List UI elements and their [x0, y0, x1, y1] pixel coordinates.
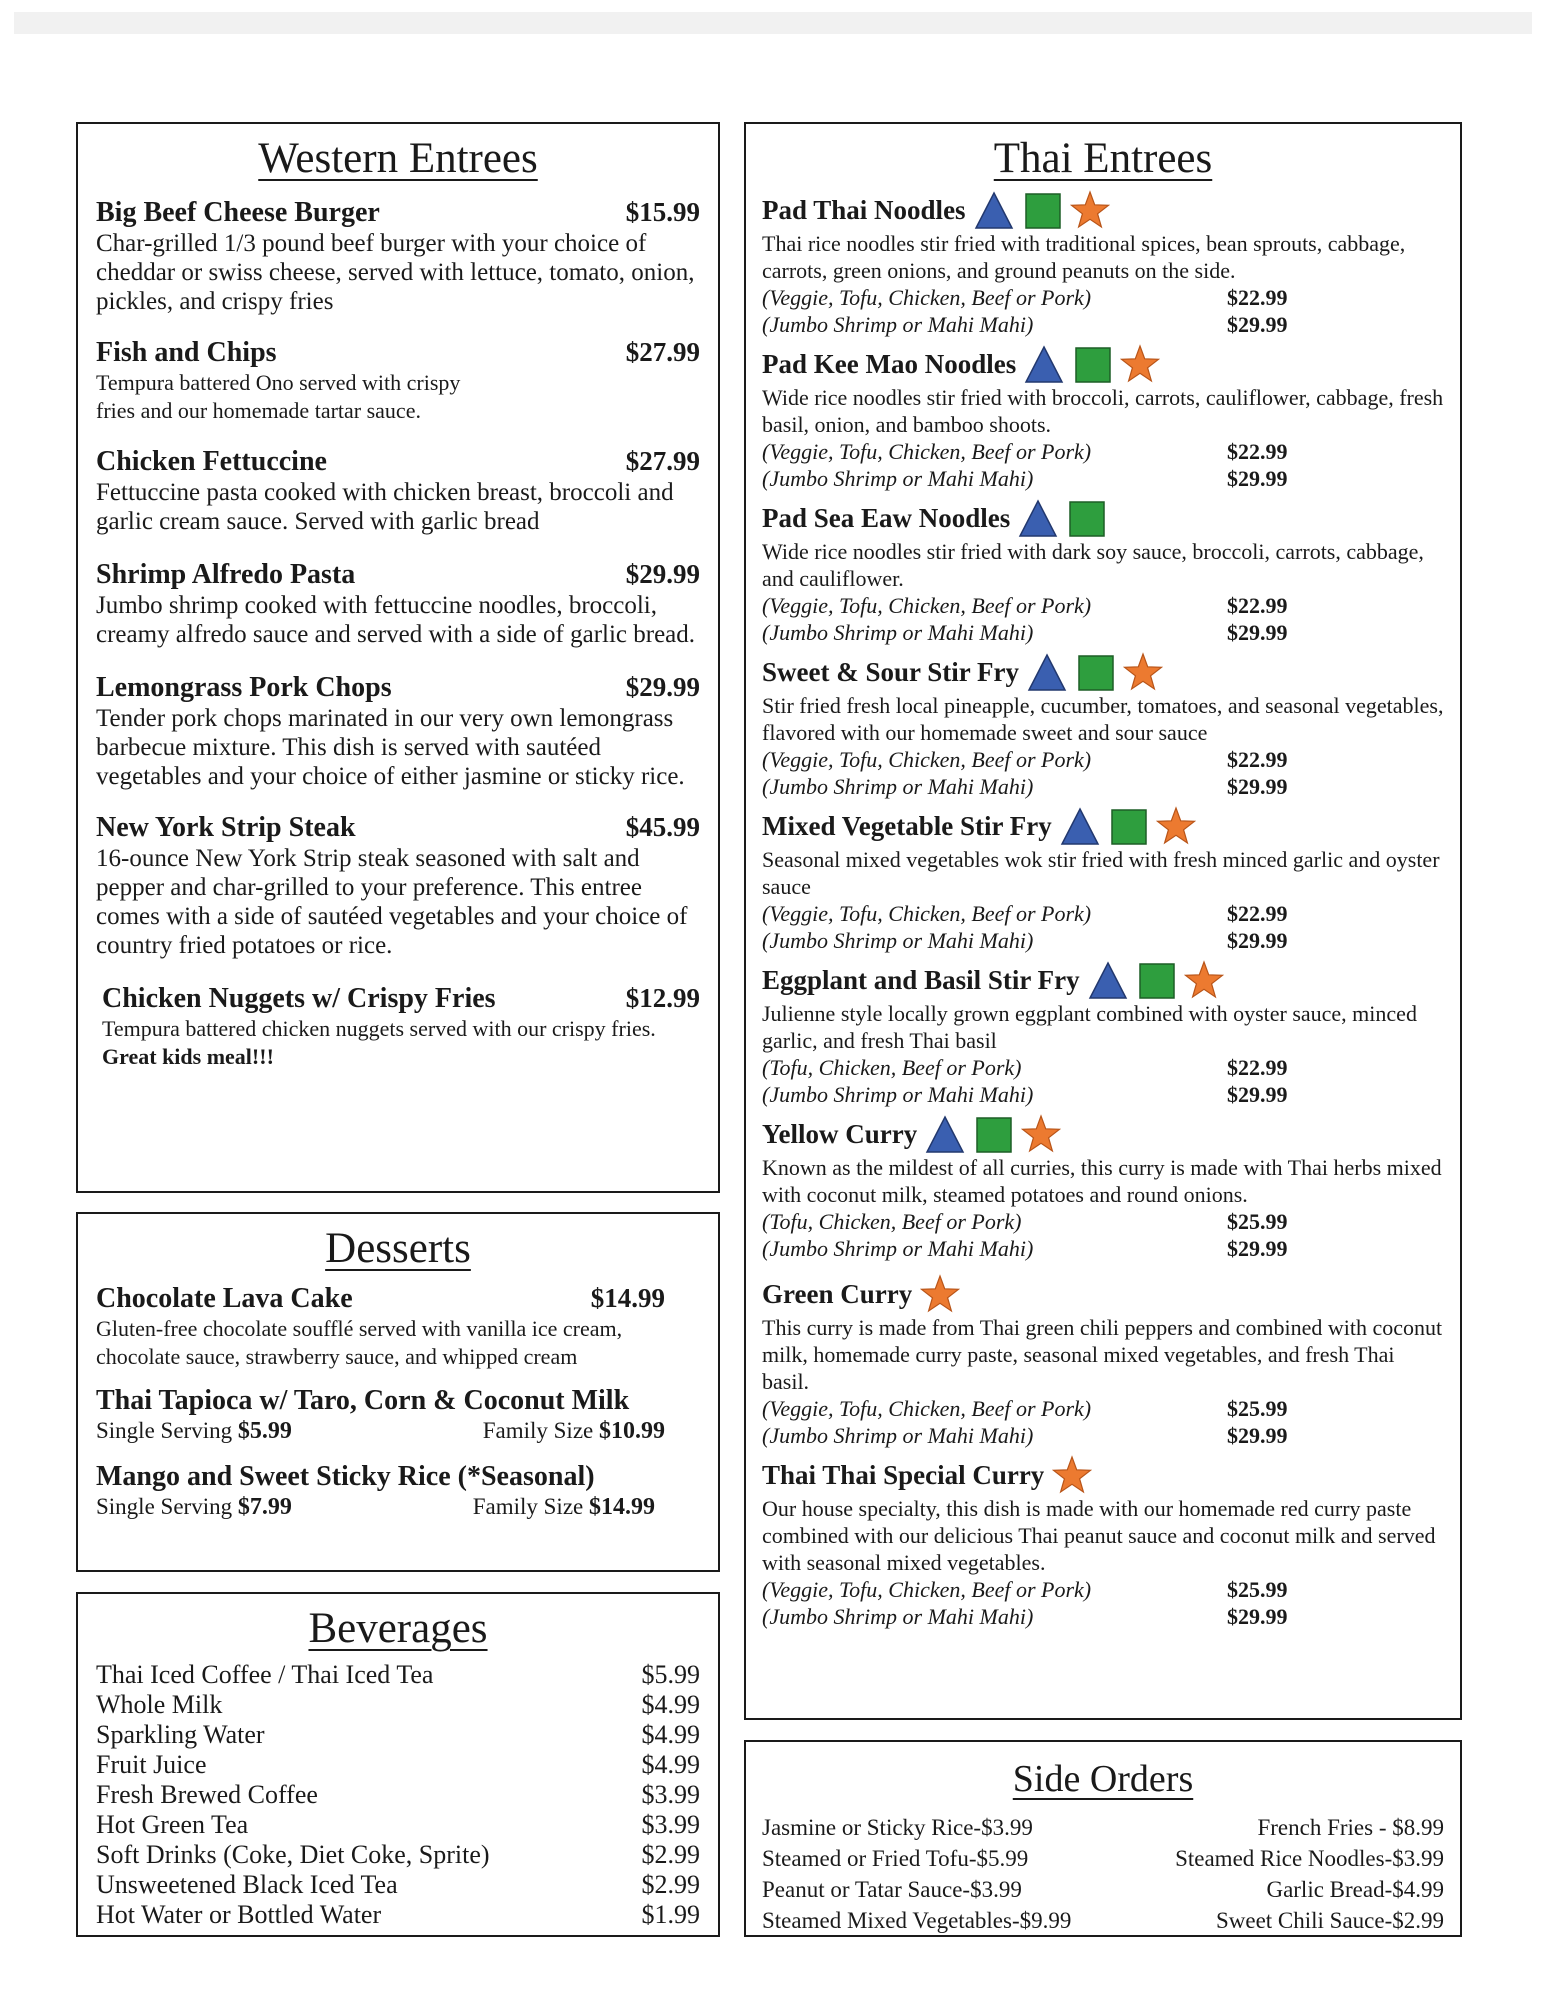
family-price: $10.99 — [599, 1418, 665, 1444]
price-option-row — [762, 465, 1444, 492]
menu-item — [96, 982, 700, 1071]
side-orders-list — [762, 1812, 1444, 1936]
triangle-icon — [1088, 960, 1128, 1000]
item-price: $27.99 — [625, 446, 700, 476]
item-price: $12.99 — [625, 983, 700, 1013]
price-option-price: $29.99 — [1227, 1082, 1288, 1107]
price-option-row — [762, 1208, 1444, 1235]
beverage-name: Thai Iced Coffee / Thai Iced Tea — [96, 1660, 434, 1689]
side-item-right: French Fries - $8.99 — [1257, 1815, 1444, 1840]
menu-item — [96, 445, 700, 536]
desserts-box — [76, 1212, 720, 1572]
dietary-icons — [1027, 652, 1163, 692]
side-item-right: Garlic Bread-$4.99 — [1266, 1877, 1444, 1902]
price-option-label: (Veggie, Tofu, Chicken, Beef or Pork) — [762, 1396, 1092, 1421]
item-desc: 16-ounce New York Strip steak seasoned with salt and pepper and char-grilled to your preference. This entree comes with a side of sautéed vegetables and your choice of country fried potatoes or rice. — [96, 845, 688, 959]
triangle-icon — [974, 190, 1014, 230]
side-orders-box — [744, 1740, 1462, 1937]
star-icon — [1123, 652, 1163, 692]
single-price: $7.99 — [237, 1494, 292, 1520]
single-price: $5.99 — [237, 1418, 292, 1444]
item-name: Thai Tapioca w/ Taro, Corn & Coconut Milk — [96, 1385, 630, 1416]
price-option-row — [762, 1054, 1444, 1081]
item-name: Chicken Nuggets w/ Crispy Fries — [102, 983, 496, 1014]
price-option-row — [762, 1235, 1444, 1262]
thai-entree-name: Thai Thai Special Curry — [762, 1460, 1045, 1490]
thai-entree — [762, 960, 1444, 1108]
item-name: Fish and Chips — [96, 337, 277, 368]
side-row — [762, 1843, 1444, 1874]
price-option-row — [762, 773, 1444, 800]
item-name: Shrimp Alfredo Pasta — [96, 559, 356, 590]
thai-entree-desc: Thai rice noodles stir fried with traditional spices, bean sprouts, cabbage, carrots, green onions, and ground peanuts on the side. — [762, 231, 1406, 283]
price-option-row — [762, 619, 1444, 646]
beverage-name: Hot Green Tea — [96, 1810, 249, 1839]
item-desc: Jumbo shrimp cooked with fettuccine noodles, broccoli, creamy alfredo sauce and served with a side of garlic bread. — [96, 592, 696, 648]
beverage-row — [96, 1900, 700, 1930]
beverage-price: $4.99 — [641, 1750, 700, 1779]
item-name: New York Strip Steak — [96, 812, 356, 843]
price-option-price: $25.99 — [1227, 1209, 1288, 1234]
price-option-price: $22.99 — [1227, 1055, 1288, 1080]
price-option-row — [762, 1395, 1444, 1422]
price-option-label: (Veggie, Tofu, Chicken, Beef or Pork) — [762, 285, 1092, 310]
item-name: Lemongrass Pork Chops — [96, 672, 392, 703]
price-option-price: $29.99 — [1227, 774, 1288, 799]
single-label: Single Serving — [96, 1494, 233, 1519]
item-name: Big Beef Cheese Burger — [96, 197, 380, 228]
price-option-price: $29.99 — [1227, 928, 1288, 953]
thai-entree — [762, 1274, 1444, 1449]
price-option-price: $29.99 — [1227, 620, 1288, 645]
square-icon — [1136, 960, 1176, 1000]
family-price: $14.99 — [589, 1494, 655, 1520]
thai-entree-heading — [762, 498, 1444, 538]
single-label: Single Serving — [96, 1418, 233, 1443]
beverage-row — [96, 1780, 700, 1810]
price-option-price: $25.99 — [1227, 1577, 1288, 1602]
side-row — [762, 1874, 1444, 1905]
thai-entree-desc: Seasonal mixed vegetables wok stir fried with fresh minced garlic and oyster sauce — [762, 847, 1440, 899]
thai-entree — [762, 1455, 1444, 1630]
beverage-row — [96, 1660, 700, 1690]
triangle-icon — [1060, 806, 1100, 846]
side-item-right: Steamed Rice Noodles-$3.99 — [1175, 1846, 1444, 1871]
price-option-row — [762, 1576, 1444, 1603]
thai-entree-desc: Julienne style locally grown eggplant combined with oyster sauce, minced garlic, and fresh Thai basil — [762, 1001, 1417, 1053]
price-option-row — [762, 438, 1444, 465]
dietary-icons — [974, 190, 1110, 230]
thai-entree-heading — [762, 1274, 1444, 1314]
square-icon — [1022, 190, 1062, 230]
price-option-label: (Jumbo Shrimp or Mahi Mahi) — [762, 620, 1034, 645]
side-item-left: Steamed or Fried Tofu-$5.99 — [762, 1846, 1029, 1871]
triangle-icon — [925, 1114, 965, 1154]
side-item-left: Steamed Mixed Vegetables-$9.99 — [762, 1908, 1072, 1933]
thai-entree-name: Mixed Vegetable Stir Fry — [762, 811, 1052, 841]
price-option-row — [762, 311, 1444, 338]
beverage-name: Sparkling Water — [96, 1720, 265, 1749]
price-option-price: $22.99 — [1227, 439, 1288, 464]
beverage-list — [96, 1660, 700, 1930]
price-option-label: (Jumbo Shrimp or Mahi Mahi) — [762, 928, 1034, 953]
beverage-price: $2.99 — [641, 1870, 700, 1899]
scan-shadow — [14, 12, 1532, 34]
item-name: Chocolate Lava Cake — [96, 1283, 353, 1314]
price-option-price: $29.99 — [1227, 1423, 1288, 1448]
item-price: $15.99 — [625, 197, 700, 227]
item-price: $27.99 — [625, 337, 700, 367]
side-item-left: Jasmine or Sticky Rice-$3.99 — [762, 1815, 1033, 1840]
kids-meal-highlight: Great kids meal!!! — [102, 1044, 274, 1069]
price-option-row — [762, 284, 1444, 311]
thai-entree-heading — [762, 960, 1444, 1000]
item-desc: Tender pork chops marinated in our very own lemongrass barbecue mixture. This dish is served with sautéed vegetables and your choice of either jasmine or sticky rice. — [96, 705, 685, 790]
beverage-name: Whole Milk — [96, 1690, 223, 1719]
price-option-label: (Veggie, Tofu, Chicken, Beef or Pork) — [762, 747, 1092, 772]
dietary-icons — [920, 1274, 960, 1314]
side-orders-title: Side Orders — [1012, 1758, 1194, 1800]
price-option-row — [762, 900, 1444, 927]
family-size — [483, 1417, 665, 1445]
price-option-row — [762, 1603, 1444, 1630]
dietary-icons — [1024, 344, 1160, 384]
thai-entree-heading — [762, 190, 1444, 230]
item-price: $29.99 — [625, 559, 700, 589]
thai-entree-desc: Wide rice noodles stir fried with broccoli, carrots, cauliflower, cabbage, fresh basil, onion, and bamboo shoots. — [762, 385, 1444, 437]
side-item-right: Sweet Chili Sauce-$2.99 — [1215, 1908, 1444, 1933]
family-size — [473, 1493, 655, 1521]
price-option-price: $29.99 — [1227, 466, 1288, 491]
price-option-label: (Veggie, Tofu, Chicken, Beef or Pork) — [762, 439, 1092, 464]
beverage-price: $1.99 — [641, 1900, 700, 1929]
family-label: Family Size — [482, 1418, 594, 1443]
thai-entree-desc: Wide rice noodles stir fried with dark soy sauce, broccoli, carrots, cabbage, and cauliflower. — [762, 539, 1424, 591]
price-option-row — [762, 1081, 1444, 1108]
menu-item — [96, 1385, 700, 1445]
item-desc: Char-grilled 1/3 pound beef burger with your choice of cheddar or swiss cheese, served with lettuce, tomato, onion, pickles, and crispy fries — [96, 230, 695, 315]
price-option-label: (Jumbo Shrimp or Mahi Mahi) — [762, 774, 1034, 799]
price-option-price: $29.99 — [1227, 312, 1288, 337]
thai-entree-heading — [762, 652, 1444, 692]
square-icon — [1066, 498, 1106, 538]
single-serving — [96, 1417, 292, 1445]
thai-entree-heading — [762, 1455, 1444, 1495]
star-icon — [1052, 1455, 1092, 1495]
beverage-row — [96, 1750, 700, 1780]
beverage-price: $3.99 — [641, 1810, 700, 1839]
star-icon — [920, 1274, 960, 1314]
beverage-row — [96, 1810, 700, 1840]
beverage-price: $2.99 — [641, 1840, 700, 1869]
beverage-name: Hot Water or Bottled Water — [96, 1900, 382, 1929]
beverage-name: Unsweetened Black Iced Tea — [96, 1870, 398, 1899]
item-desc: Fettuccine pasta cooked with chicken breast, broccoli and garlic cream sauce. Served with garlic bread — [96, 479, 674, 535]
star-icon — [1021, 1114, 1061, 1154]
beverage-price: $5.99 — [641, 1660, 700, 1689]
price-option-label: (Jumbo Shrimp or Mahi Mahi) — [762, 1423, 1034, 1448]
thai-entree-name: Pad Kee Mao Noodles — [762, 349, 1017, 379]
beverage-price: $4.99 — [641, 1690, 700, 1719]
price-option-label: (Tofu, Chicken, Beef or Pork) — [762, 1055, 1022, 1080]
item-price: $29.99 — [625, 672, 700, 702]
thai-entree — [762, 344, 1444, 492]
price-option-label: (Veggie, Tofu, Chicken, Beef or Pork) — [762, 901, 1092, 926]
menu-item — [96, 336, 700, 425]
price-option-row — [762, 927, 1444, 954]
menu-item — [96, 811, 700, 960]
single-serving — [96, 1493, 292, 1521]
item-name: Mango and Sweet Sticky Rice (*Seasonal) — [96, 1461, 595, 1492]
price-option-label: (Tofu, Chicken, Beef or Pork) — [762, 1209, 1022, 1234]
thai-entree-name: Yellow Curry — [762, 1119, 918, 1149]
star-icon — [1070, 190, 1110, 230]
dietary-icons — [1052, 1455, 1092, 1495]
price-option-label: (Jumbo Shrimp or Mahi Mahi) — [762, 466, 1034, 491]
thai-entree-list — [762, 190, 1444, 1630]
dietary-icons — [1088, 960, 1224, 1000]
western-entrees-box — [76, 122, 720, 1193]
western-entrees-title: Western Entrees — [258, 135, 538, 182]
star-icon — [1184, 960, 1224, 1000]
thai-entree-desc: Stir fried fresh local pineapple, cucumber, tomatoes, and seasonal vegetables, flavored with our homemade sweet and sour sauce — [762, 693, 1444, 745]
thai-entree-desc: Known as the mildest of all curries, this curry is made with Thai herbs mixed with coconut milk, steamed potatoes and round onions. — [762, 1155, 1442, 1207]
thai-entree-desc: This curry is made from Thai green chili peppers and combined with coconut milk, homemade curry paste, seasonal mixed vegetables, and fresh Thai basil. — [762, 1315, 1443, 1394]
side-row — [762, 1905, 1444, 1936]
square-icon — [1072, 344, 1112, 384]
thai-entree — [762, 1114, 1444, 1262]
price-option-row — [762, 746, 1444, 773]
square-icon — [1075, 652, 1115, 692]
thai-entrees-box — [744, 122, 1462, 1720]
thai-entree — [762, 190, 1444, 338]
beverage-name: Fresh Brewed Coffee — [96, 1780, 318, 1809]
thai-entree-name: Pad Sea Eaw Noodles — [762, 503, 1011, 533]
thai-entree-name: Green Curry — [762, 1279, 913, 1309]
price-option-label: (Jumbo Shrimp or Mahi Mahi) — [762, 1236, 1034, 1261]
price-option-price: $22.99 — [1227, 901, 1288, 926]
thai-entree-heading — [762, 1114, 1444, 1154]
star-icon — [1156, 806, 1196, 846]
price-option-price: $22.99 — [1227, 593, 1288, 618]
beverage-row — [96, 1870, 700, 1900]
item-desc-text: Tempura battered chicken nuggets served with our crispy fries. — [102, 1016, 656, 1041]
desserts-title: Desserts — [325, 1225, 471, 1272]
serving-sizes — [96, 1417, 700, 1445]
beverage-name: Soft Drinks (Coke, Diet Coke, Sprite) — [96, 1840, 490, 1869]
thai-entree-name: Pad Thai Noodles — [762, 195, 966, 225]
price-option-row — [762, 1422, 1444, 1449]
thai-entrees-title: Thai Entrees — [993, 135, 1213, 182]
thai-entree-desc: Our house specialty, this dish is made with our homemade red curry paste combined with our delicious Thai peanut sauce and coconut milk and served with seasonal mixed vegetables. — [762, 1496, 1436, 1575]
beverage-row — [96, 1720, 700, 1750]
beverages-box — [76, 1592, 720, 1937]
price-option-label: (Jumbo Shrimp or Mahi Mahi) — [762, 1604, 1034, 1629]
triangle-icon — [1027, 652, 1067, 692]
menu-item — [96, 1282, 700, 1371]
star-icon — [1120, 344, 1160, 384]
menu-item — [96, 196, 700, 316]
thai-entree-heading — [762, 806, 1444, 846]
item-price: $45.99 — [625, 812, 700, 842]
price-option-price: $22.99 — [1227, 285, 1288, 310]
menu-item — [96, 671, 700, 791]
beverage-name: Fruit Juice — [96, 1750, 207, 1779]
price-option-price: $29.99 — [1227, 1236, 1288, 1261]
thai-entree-name: Sweet & Sour Stir Fry — [762, 657, 1019, 687]
thai-entree-name: Eggplant and Basil Stir Fry — [762, 965, 1080, 995]
triangle-icon — [1024, 344, 1064, 384]
beverage-row — [96, 1840, 700, 1870]
beverage-price: $4.99 — [641, 1720, 700, 1749]
square-icon — [1108, 806, 1148, 846]
beverage-row — [96, 1690, 700, 1720]
price-option-label: (Jumbo Shrimp or Mahi Mahi) — [762, 312, 1034, 337]
dietary-icons — [1018, 498, 1106, 538]
price-option-price: $25.99 — [1227, 1396, 1288, 1421]
family-label: Family Size — [472, 1494, 584, 1519]
item-price: $14.99 — [590, 1283, 665, 1313]
square-icon — [973, 1114, 1013, 1154]
serving-sizes — [96, 1493, 700, 1521]
menu-item — [96, 1461, 700, 1521]
price-option-label: (Veggie, Tofu, Chicken, Beef or Pork) — [762, 1577, 1092, 1602]
dietary-icons — [925, 1114, 1061, 1154]
dietary-icons — [1060, 806, 1196, 846]
thai-entree — [762, 652, 1444, 800]
item-desc: Tempura battered Ono served with crispy fries and our homemade tartar sauce. — [96, 370, 461, 423]
price-option-row — [762, 592, 1444, 619]
beverages-title: Beverages — [308, 1605, 488, 1652]
price-option-price: $22.99 — [1227, 747, 1288, 772]
item-desc: Gluten-free chocolate soufflé served with vanilla ice cream, chocolate sauce, strawberry sauce, and whipped cream — [96, 1316, 623, 1369]
item-desc — [102, 1015, 700, 1071]
side-item-left: Peanut or Tatar Sauce-$3.99 — [762, 1877, 1022, 1902]
thai-entree-heading — [762, 344, 1444, 384]
triangle-icon — [1018, 498, 1058, 538]
thai-entree — [762, 806, 1444, 954]
item-name: Chicken Fettuccine — [96, 446, 327, 477]
menu-item — [96, 558, 700, 649]
price-option-price: $29.99 — [1227, 1604, 1288, 1629]
price-option-label: (Veggie, Tofu, Chicken, Beef or Pork) — [762, 593, 1092, 618]
beverage-price: $3.99 — [641, 1780, 700, 1809]
thai-entree — [762, 498, 1444, 646]
price-option-label: (Jumbo Shrimp or Mahi Mahi) — [762, 1082, 1034, 1107]
side-row — [762, 1812, 1444, 1843]
